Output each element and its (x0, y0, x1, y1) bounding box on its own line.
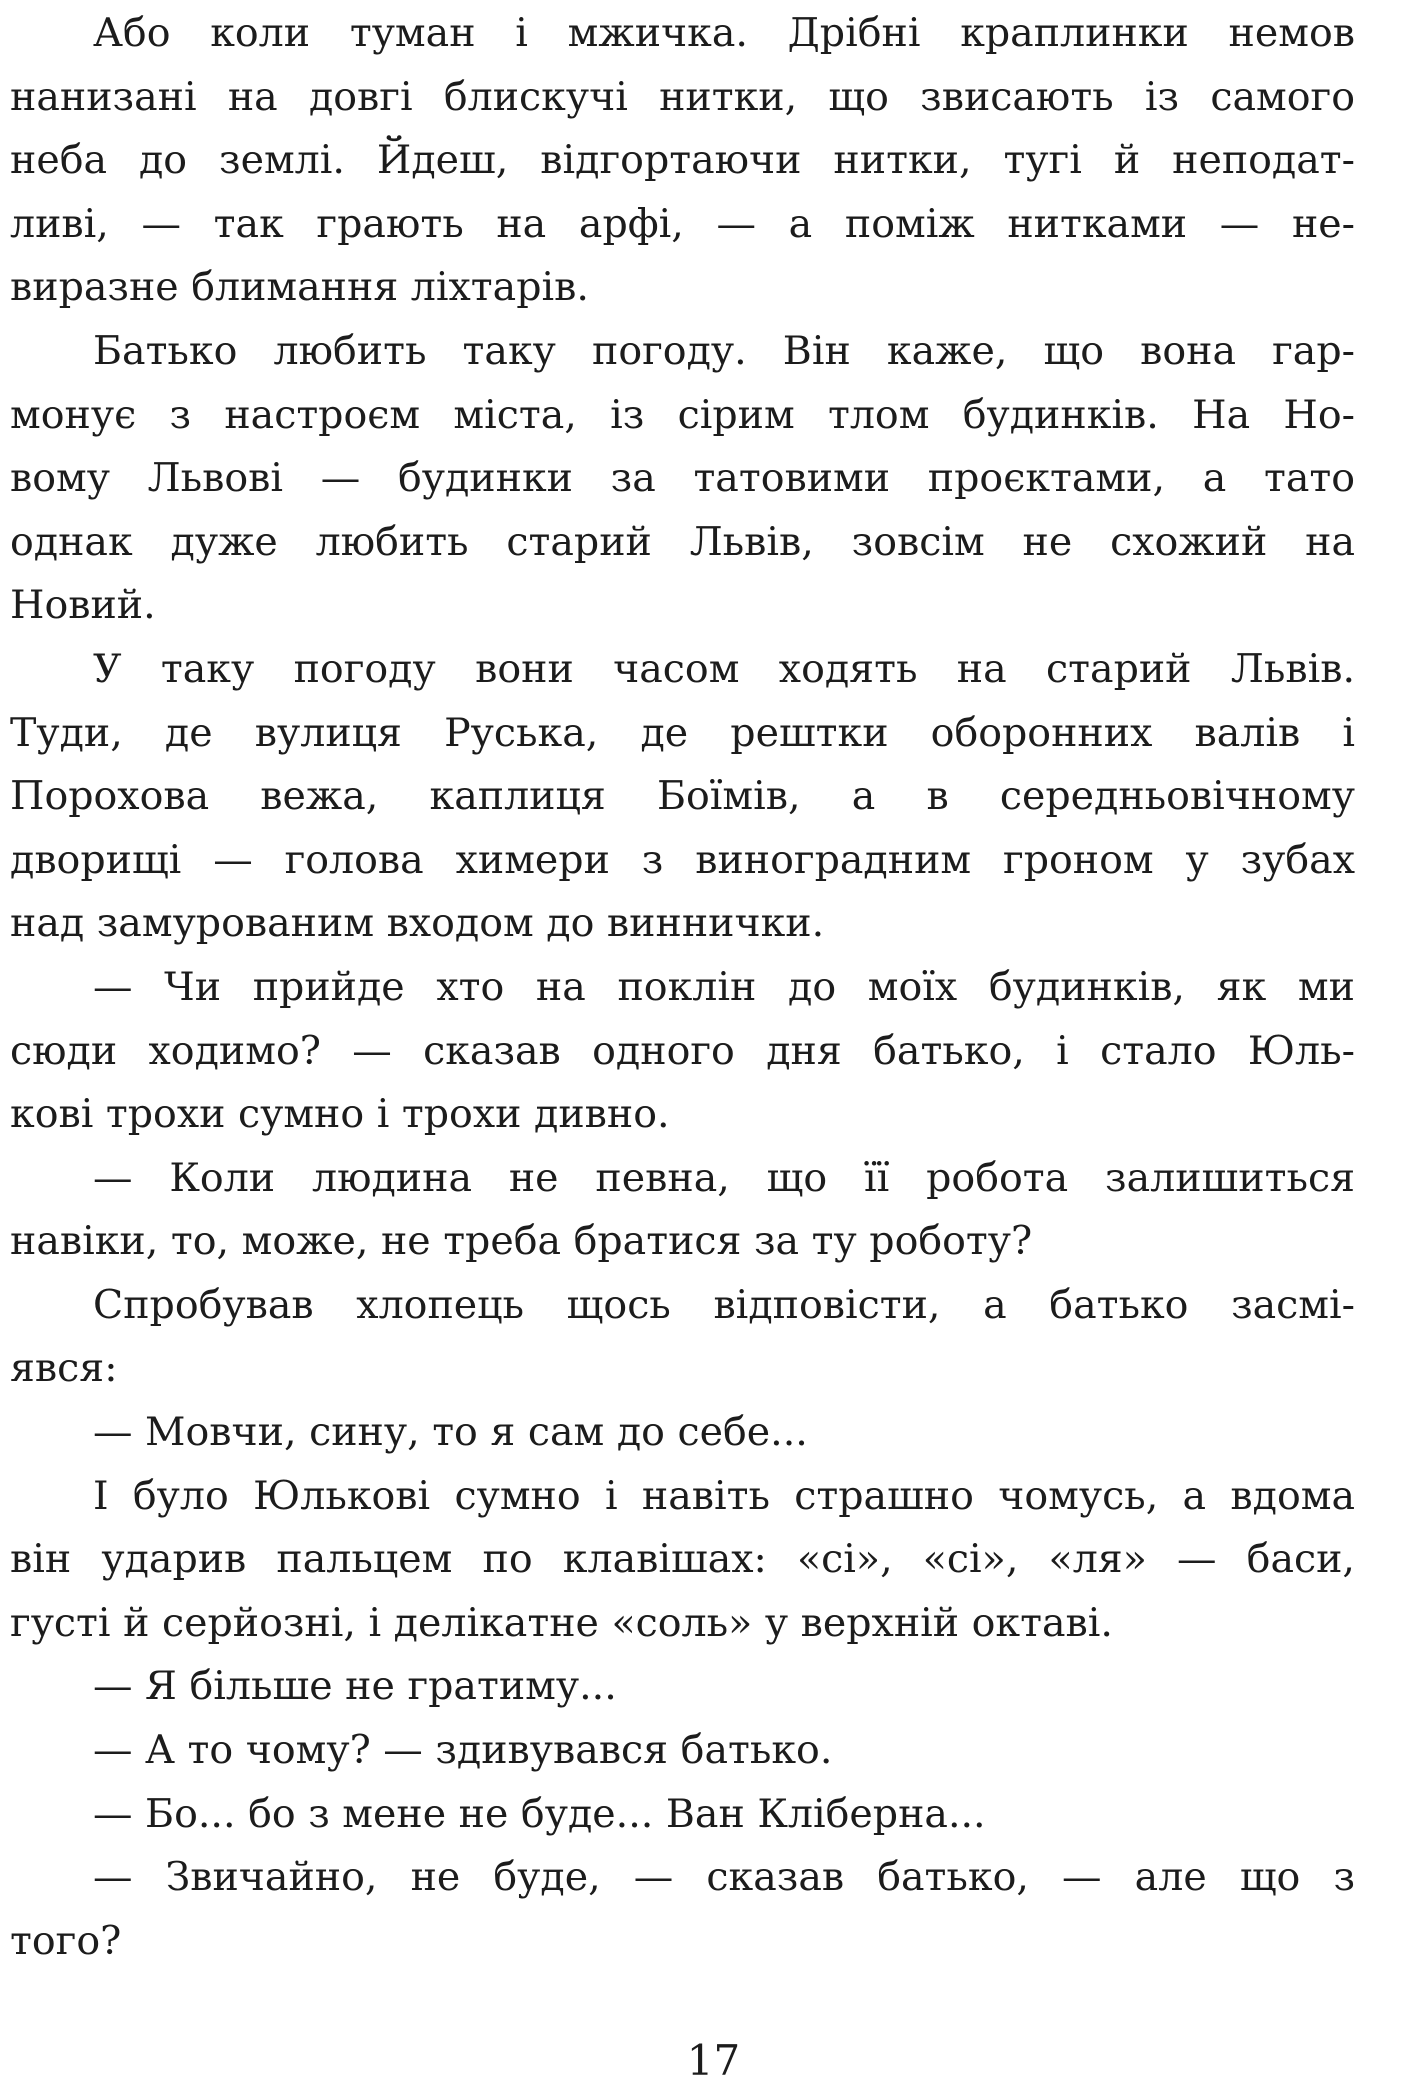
text-line: Або коли туман і мжичка. Дрібні краплинки немов (93, 10, 1355, 56)
text-line: Порохова вежа, каплиця Боїмів, а в середньовічному (10, 773, 1355, 820)
dialogue-line: — Мовчи, сину, то я сам до себе... (93, 1409, 808, 1456)
text-line: однак дуже любить старий Львів, зовсім не схожий на (10, 518, 1355, 565)
text-line: ливі, — так грають на арфі, — а поміж нитками — не- (10, 200, 1355, 247)
text-line: дворищі — голова химери з виноградним гроном у зубах (10, 836, 1355, 883)
text-line: монує з настроєм міста, із сірим тлом будинків. На Но- (10, 391, 1355, 438)
text-line: виразне блимання ліхтарів. (10, 264, 589, 311)
text-line: густі й серйозні, і делікатне «соль» у верхній октаві. (10, 1599, 1113, 1646)
dialogue-line: — Бо... бо з мене не буде... Ван Кліберна... (93, 1790, 986, 1837)
dialogue-line: сюди ходимо? — сказав одного дня батько, і стало Юль- (10, 1027, 1355, 1074)
dialogue-line: кові трохи сумно і трохи дивно. (10, 1091, 670, 1138)
text-line: І було Юлькові сумно і навіть страшно чомусь, а вдома (93, 1472, 1355, 1519)
dialogue-line: навіки, то, може, не треба братися за ту роботу? (10, 1218, 1033, 1265)
text-line: неба до землі. Йдеш, відгортаючи нитки, тугі й неподат- (10, 137, 1355, 184)
text-line: Спробував хлопець щось відповісти, а батько засмі- (93, 1281, 1355, 1328)
dialogue-line: — Звичайно, не буде, — сказав батько, — але що з (93, 1854, 1355, 1901)
text-line: явся: (10, 1345, 118, 1392)
body-text (10, 2, 1355, 1973)
dialogue-line: — Чи прийде хто на поклін до моїх будинків, як ми (93, 963, 1355, 1010)
text-line: він ударив пальцем по клавішах: «сі», «сі», «ля» — баси, (10, 1536, 1355, 1583)
text-line: Новий. (10, 582, 156, 629)
text-line: над замурованим входом до виннички. (10, 900, 825, 947)
dialogue-line: того? (10, 1917, 122, 1964)
text-line: Туди, де вулиця Руська, де рештки оборонних валів і (10, 709, 1355, 756)
text-line: Батько любить таку погоду. Він каже, що вона гар- (93, 327, 1355, 374)
text-line: нанизані на довгі блискучі нитки, що звисають із самого (10, 73, 1355, 120)
text-line: вому Львові — будинки за татовими проєктами, а тато (10, 455, 1355, 502)
dialogue-line: — Коли людина не певна, що її робота залишиться (93, 1154, 1355, 1201)
dialogue-line: — А то чому? — здивувався батько. (93, 1727, 833, 1774)
page-number: 17 (686, 2036, 741, 2085)
text-line: У таку погоду вони часом ходять на старий Львів. (93, 645, 1355, 692)
dialogue-line: — Я більше не гратиму... (93, 1663, 617, 1710)
